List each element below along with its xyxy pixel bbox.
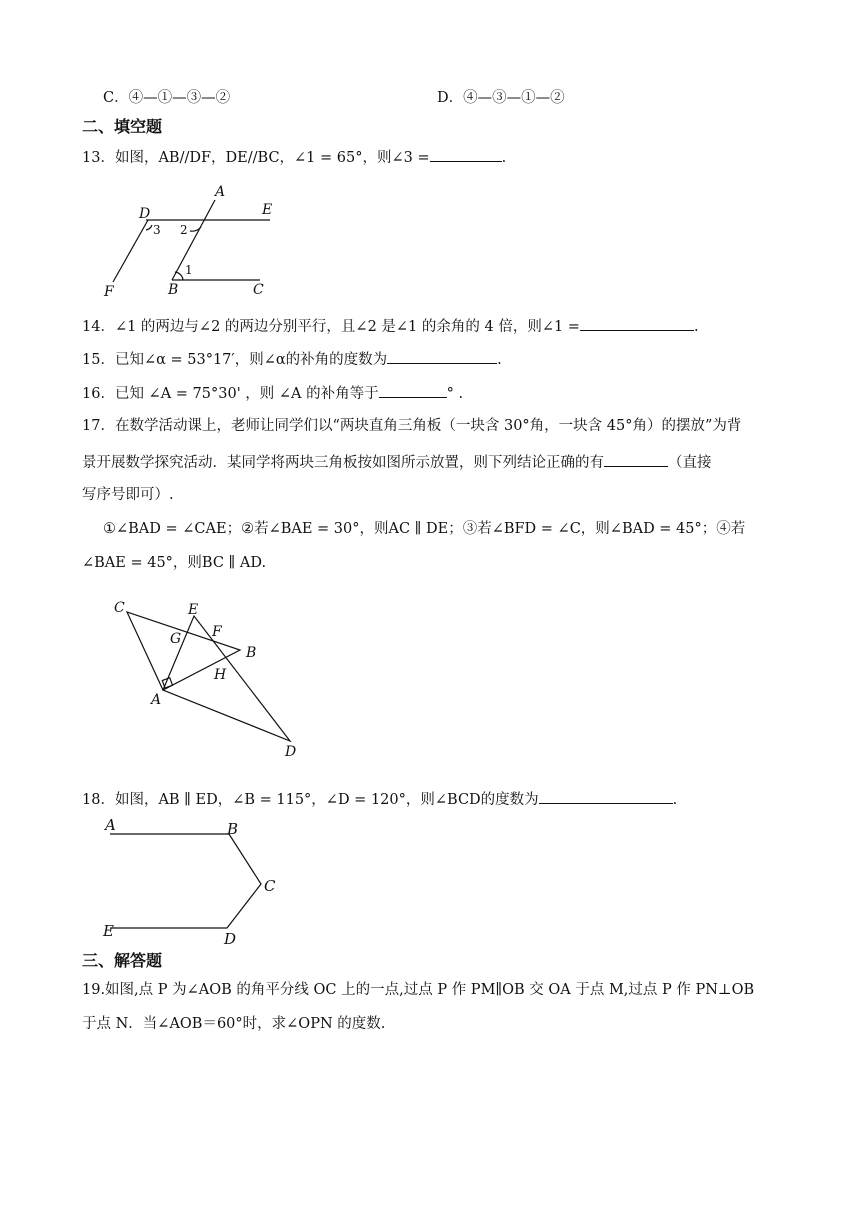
label-f: F: [212, 624, 222, 640]
question-17-line-2b: （直接: [668, 455, 712, 471]
label-e: E: [262, 202, 273, 218]
question-18-end: .: [672, 792, 678, 808]
question-14-end: .: [693, 319, 699, 335]
question-19-line-1: 19.如图,点 P 为∠AOB 的角平分线 OC 上的一点,过点 P 作 PM∥OB 交 OA 于点 M,过点 P 作 PN⊥OB: [82, 982, 755, 998]
label-a: A: [151, 692, 162, 708]
label-c: C: [264, 877, 276, 895]
question-16-text: 16．已知 ∠A = 75°30' ，则 ∠A 的补角等于: [82, 386, 379, 402]
question-19-line-2: 于点 N．当∠AOB＝60°时，求∠OPN 的度数.: [82, 1016, 386, 1032]
section-heading-fill-blank: 二、填空题: [82, 117, 163, 136]
label-c: C: [253, 282, 264, 298]
question-17-line-1: 17．在数学活动课上，老师让同学们以“两块直角三角板（一块含 30°角，一块含 45°角）的摆放”为背: [82, 418, 742, 434]
polyline-abcde: [110, 834, 261, 928]
label-3: 3: [153, 223, 161, 237]
question-17-line-2a: 景开展数学探究活动．某同学将两块三角板按如图所示放置，则下列结论正确的有: [82, 455, 604, 471]
question-17-line-5: ∠BAE = 45°，则BC ∥ AD.: [82, 555, 267, 571]
label-a: A: [105, 816, 116, 834]
section-heading-answer: 三、解答题: [82, 951, 163, 970]
label-b: B: [227, 820, 239, 838]
label-d: D: [285, 744, 297, 760]
question-13-end: .: [501, 150, 507, 166]
question-15-text: 15．已知∠α = 53°17′，则∠α的补角的度数为: [82, 352, 388, 368]
question-13-text: 13．如图，AB//DF，DE//BC，∠1 = 65°，则∠3 =: [82, 150, 430, 166]
label-h: H: [214, 667, 227, 683]
label-b: B: [246, 645, 257, 661]
label-b: B: [168, 282, 179, 298]
option-c: C．④—①—③—②: [103, 90, 231, 106]
label-a: A: [215, 184, 226, 200]
label-c: C: [114, 600, 125, 616]
label-e: E: [188, 602, 199, 618]
label-f: F: [104, 284, 114, 300]
label-d: D: [139, 206, 151, 222]
label-d: D: [224, 930, 237, 948]
question-14-text: 14．∠1 的两边与∠2 的两边分别平行，且∠2 是∠1 的余角的 4 倍，则∠1 =: [82, 319, 580, 335]
question-17-line-4: ①∠BAD = ∠CAE；②若∠BAE = 30°，则AC ∥ DE；③若∠BFD = ∠C，则∠BAD = 45°；④若: [103, 521, 746, 537]
question-18-text: 18．如图，AB ∥ ED，∠B = 115°，∠D = 120°，则∠BCD的度数为: [82, 792, 539, 808]
option-d: D．④—③—①—②: [437, 90, 565, 106]
label-1: 1: [185, 263, 193, 277]
label-2: 2: [180, 223, 188, 237]
question-15-end: .: [497, 352, 502, 368]
label-g: G: [170, 631, 182, 647]
question-17-line-3: 写序号即可）.: [82, 487, 174, 503]
label-e: E: [103, 922, 114, 940]
question-16-end: ° .: [446, 386, 464, 402]
